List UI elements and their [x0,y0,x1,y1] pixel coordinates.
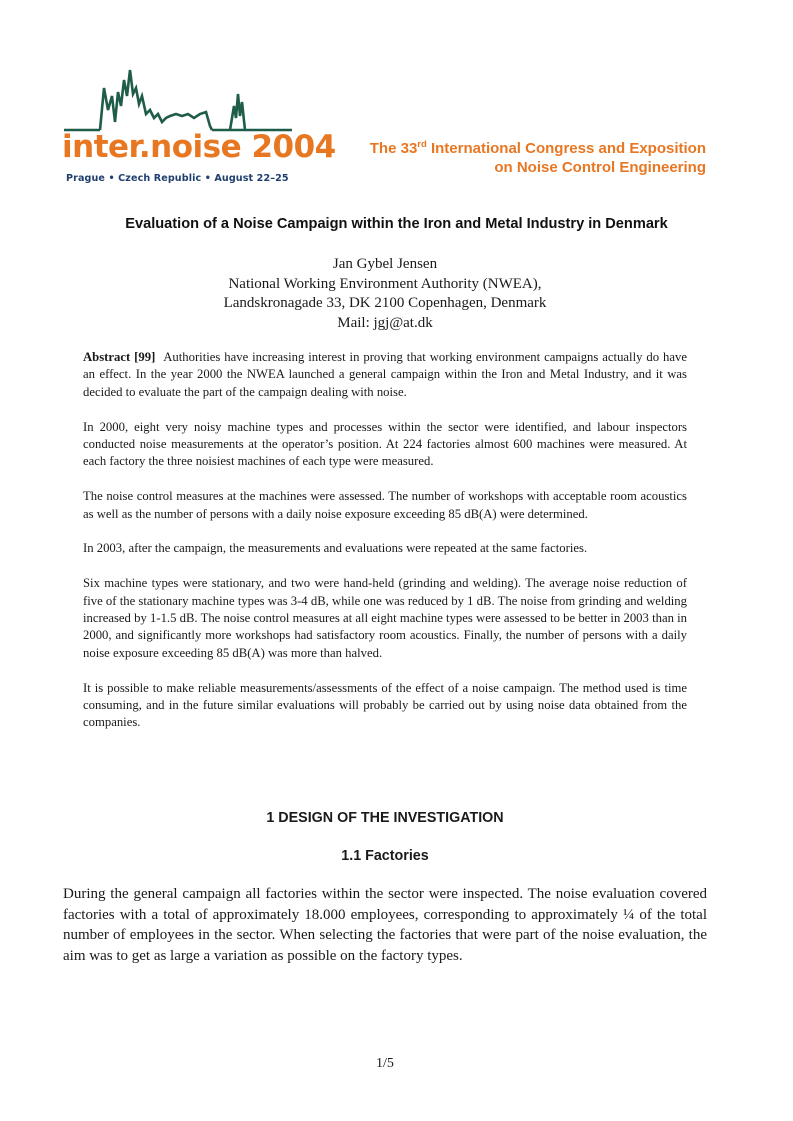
abstract-paragraph-5: Six machine types were stationary, and two were hand-held (grinding and welding). The average noise reduction of five of the stationary machine types was 3-4 dB, while one was reduced by 1 dB. The noise from grinding and welding increased by 1-1.5 dB. The noise control measures at all eight machine types were assessed to be better in 2003 than in 2000, and significantly more workshops had satisfactory room acoustics. Finally, the number of persons with a daily noise exposure exceeding 85 dB(A) was more than halved. [83,576,687,660]
paper-title: Evaluation of a Noise Campaign within the Iron and Metal Industry in Denmark [125,216,668,232]
abstract-label: Abstract [99] [83,350,156,364]
abstract-paragraph-1: Abstract [99] Authorities have increasing interest in proving that working environment campaigns actually do have an effect. In the year 2000 the NWEA launched a general campaign within the Iron and Metal Industry, and it was decided to evaluate the part of the campaign dealing with noise. [83,350,687,399]
author-block [0,255,770,333]
author-email[interactable]: Mail: jgj@at.dk [337,314,433,331]
ordinal-superscript: rd [417,139,427,150]
author-address: Landskronagade 33, DK 2100 Copenhagen, Denmark [223,295,547,311]
subsection-heading: 1.1 Factories [341,848,429,864]
section-heading: 1 DESIGN OF THE INVESTIGATION [266,810,504,826]
congress-line-2: on Noise Control Engineering [494,159,706,176]
abstract-paragraph-6: It is possible to make reliable measurements/assessments of the effect of a noise campaign. The method used is time consuming, and in the future similar evaluations will probably be carried out by using noise data obtained from the companies. [83,680,687,730]
author-organization: National Working Environment Authority (NWEA), [228,275,542,292]
abstract-paragraph-4: In 2003, after the campaign, the measurements and evaluations were repeated at the same factories. [83,541,588,556]
congress-line-1: The 33rd International Congress and Exposition [369,139,706,157]
logo-subtitle: Prague • Czech Republic • August 22–25 [66,173,289,184]
page-number: 1/5 [376,1056,394,1071]
author-name: Jan Gybel Jensen [332,256,438,272]
abstract-paragraph-3: The noise control measures at the machines were assessed. The number of workshops with acceptable room acoustics as well as the number of persons with a daily noise exposure exceeding 85 dB(A) were determined. [83,489,687,521]
abstract-paragraph-2: In 2000, eight very noisy machine types and processes within the sector were identified, and labour inspectors conducted noise measurements at the operator’s position. At 224 factories almost 600 machines were measured. At each factory the three noisiest machines of each type were measured. [83,419,687,469]
logo-wordmark: inter.noise 2004 [62,129,336,165]
body-paragraph: During the general campaign all factories within the sector were inspected. The noise evaluation covered factories with a total of approximately 18.000 employees, corresponding to approximately ¼ of the total number of employees in the sector. When selecting the factories that were part of the noise evaluation, the aim was to get as large a variation as possible on the factory types. [63,886,707,964]
skyline-graph-icon [62,66,294,136]
conference-logo [62,66,336,190]
congress-title [370,139,706,177]
abstract [83,349,687,749]
